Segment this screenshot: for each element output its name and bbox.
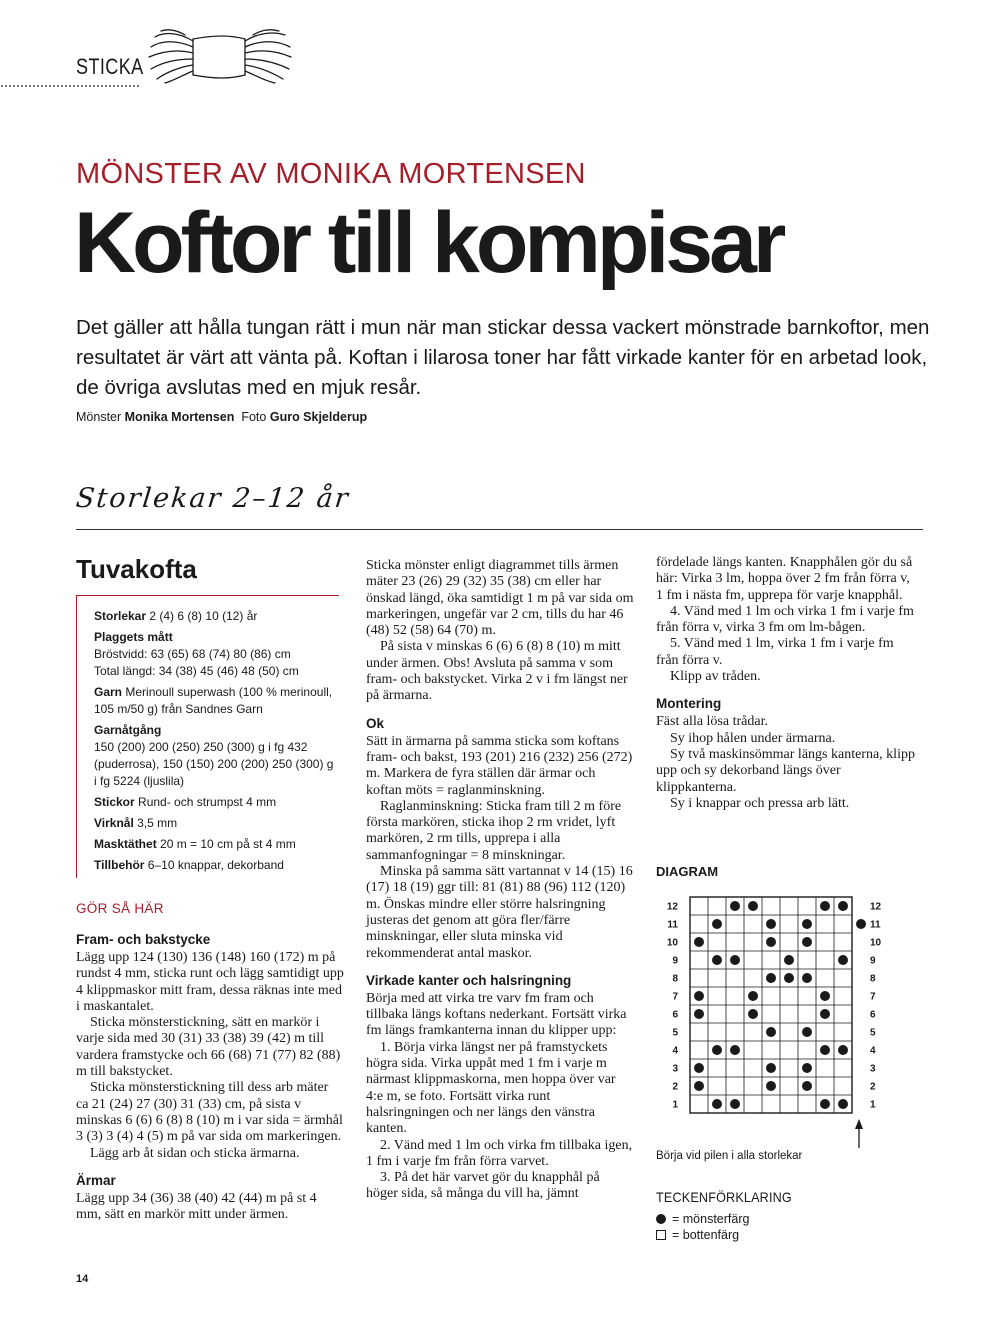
paragraph: 2. Vänd med 1 lm och virka fm tillbaka igen, 1 fm i varje fm från förra varvet. bbox=[366, 1137, 633, 1169]
chart-stitch-dot bbox=[820, 1099, 830, 1109]
chart-stitch-dot bbox=[766, 919, 776, 929]
chart-row-label-right: 11 bbox=[870, 919, 881, 931]
chart-stitch-dot bbox=[730, 1099, 740, 1109]
chart-stitch-dot bbox=[766, 1063, 776, 1073]
arrow-head-icon bbox=[855, 1119, 863, 1129]
credit-photo-label: Foto bbox=[241, 410, 267, 424]
paragraph: Fäst alla lösa trådar. bbox=[656, 714, 768, 730]
chart-stitch-dot bbox=[694, 1063, 704, 1073]
chart-stitch-dot bbox=[802, 937, 812, 947]
chart-row-label-right: 5 bbox=[870, 1027, 876, 1039]
chart-stitch-dot bbox=[730, 955, 740, 965]
fact-label: Stickor bbox=[94, 795, 135, 809]
chart-stitch-dot bbox=[730, 1045, 740, 1055]
chart-stitch-dot bbox=[748, 991, 758, 1001]
knitting-chart bbox=[650, 893, 900, 1148]
chart-stitch-dot bbox=[712, 919, 722, 929]
fact-item bbox=[94, 857, 339, 874]
chart-stitch-dot bbox=[694, 1081, 704, 1091]
chart-stitch-dot bbox=[802, 919, 812, 929]
section-subheading: Fram- och bakstycke bbox=[76, 932, 211, 947]
paragraph: Minska på samma sätt vartannat v 14 (15) 16 (17) 18 (19) ggr till: 81 (81) 88 (96) 112 (120) m. Önskas mindre eller större halsringning justeras det genom att göra fler/färre minskningar, eller sluta minska vid rekommenderat antal maskor. bbox=[366, 864, 633, 961]
chart-row-label-left: 11 bbox=[667, 919, 678, 931]
empty-square-icon bbox=[656, 1230, 666, 1240]
chart-stitch-dot bbox=[712, 1099, 722, 1109]
chart-stitch-dot bbox=[784, 973, 794, 983]
chart-row-label-left: 2 bbox=[672, 1081, 678, 1093]
fact-item bbox=[94, 794, 339, 811]
chart-stitch-dot bbox=[838, 1099, 848, 1109]
fact-label: Plaggets mått bbox=[94, 630, 173, 644]
section-subheading: Montering bbox=[656, 696, 722, 712]
chart-row-label-right: 9 bbox=[870, 955, 876, 967]
fact-value: Rund- och strumpst 4 mm bbox=[138, 795, 277, 809]
instructions-column-2 bbox=[366, 558, 634, 1203]
fact-item bbox=[94, 629, 339, 680]
chart-stitch-dot bbox=[694, 1009, 704, 1019]
credit-pattern-name: Monika Mortensen bbox=[124, 410, 235, 424]
chart-row-label-left: 4 bbox=[672, 1045, 678, 1057]
chart-stitch-dot bbox=[820, 1009, 830, 1019]
fact-value: 20 m = 10 cm på st 4 mm bbox=[160, 837, 296, 851]
legend-item-pattern bbox=[656, 1212, 749, 1226]
pattern-title: Tuvakofta bbox=[76, 554, 197, 584]
chart-stitch-dot bbox=[838, 955, 848, 965]
paragraph: 1. Börja virka längst ner på framstyckets högra sida. Virka uppåt med 1 fm i varje m närmast klippmaskorna, men hoppa över var 4:e m, se foto. Fortsätt virka runt halsringningen och ner längs den vänstra kanten. bbox=[366, 1039, 616, 1137]
article-kicker: MÖNSTER AV MONIKA MORTENSEN bbox=[76, 158, 586, 190]
chart-row-label-left: 9 bbox=[672, 955, 678, 967]
fact-line: 150 (200) 200 (250) 250 (300) g i fg 432 (puderrosa), 150 (150) 200 (200) 250 (300) g i fg 5224 (ljuslila) bbox=[94, 740, 334, 788]
chart-stitch-dot bbox=[784, 955, 794, 965]
chart-row-label-right: 2 bbox=[870, 1081, 876, 1093]
paragraph: Sy i knappar och pressa arb lätt. bbox=[670, 795, 850, 811]
chart-row-label-right: 4 bbox=[870, 1045, 876, 1057]
chart-row-label-left: 1 bbox=[672, 1099, 678, 1111]
chart-row-label-left: 12 bbox=[666, 901, 678, 913]
paragraph: Lägg upp 34 (36) 38 (40) 42 (44) m på st 4 mm, sätt en markör mitt under ärmen. bbox=[76, 1190, 317, 1223]
paragraph: Lägg arb åt sidan och sticka ärmarna. bbox=[90, 1145, 300, 1161]
diagram-caption: Börja vid pilen i alla storlekar bbox=[656, 1150, 803, 1162]
paragraph: 3. På det här varvet gör du knapphål på höger sida, så många du vill ha, jämnt bbox=[366, 1170, 600, 1202]
paragraph: 5. Vänd med 1 lm, virka 1 fm i varje fm från förra v. bbox=[656, 636, 894, 668]
credit-photo-name: Guro Skjelderup bbox=[269, 410, 368, 424]
credit-pattern-label: Mönster bbox=[76, 410, 122, 424]
chart-row-label-left: 10 bbox=[666, 937, 678, 949]
chart-stitch-dot bbox=[802, 1063, 812, 1073]
article-title: Koftor till kompisar bbox=[74, 195, 783, 291]
chart-row-label-right: 1 bbox=[870, 1099, 876, 1111]
legend-title: TECKENFÖRKLARING bbox=[656, 1189, 792, 1205]
paragraph: Raglanminskning: Sticka fram till 2 m före första markören, sticka ihop 2 rm vridet, lyft markören, 2 rm tills, upprepa i alla sammanfogningar = 8 minskningar. bbox=[366, 798, 622, 863]
fact-value: 3,5 mm bbox=[137, 816, 178, 830]
fact-item bbox=[94, 815, 339, 832]
chart-stitch-dot bbox=[766, 1081, 776, 1091]
fact-item bbox=[94, 684, 339, 718]
paragraph: 4. Vänd med 1 lm och virka 1 fm i varje fm från förra v, virka 3 fm om lm-bågen. bbox=[656, 603, 914, 636]
paragraph: På sista v minskas 6 (6) 6 (8) 8 (10) m mitt under ärmen. Obs! Avsluta på samma v som fram- och bakstycket. Virka 2 v i fm längst ner på ärmarna. bbox=[366, 639, 628, 704]
chart-stitch-dot bbox=[856, 919, 866, 929]
paragraph: Klipp av tråden. bbox=[670, 669, 761, 685]
fact-label: Garnåtgång bbox=[94, 723, 162, 737]
chart-stitch-dot bbox=[712, 955, 722, 965]
legend-item-background bbox=[656, 1228, 739, 1242]
chart-row-label-right: 12 bbox=[870, 901, 882, 913]
chart-stitch-dot bbox=[802, 973, 812, 983]
paragraph: fördelade längs kanten. Knapphålen gör du så här: Virka 3 lm, hoppa över 2 fm från förra v, 1 fm i nästa fm, upprepa för varje knapphål. bbox=[656, 555, 913, 603]
fact-label: Garn bbox=[94, 685, 123, 699]
filled-dot-icon bbox=[656, 1214, 666, 1224]
chart-stitch-dot bbox=[820, 991, 830, 1001]
fact-item bbox=[94, 836, 339, 853]
chart-row-label-left: 6 bbox=[672, 1009, 678, 1021]
page-number: 14 bbox=[76, 1273, 89, 1285]
chart-row-label-left: 8 bbox=[672, 973, 678, 985]
chart-row-label-right: 7 bbox=[870, 991, 876, 1003]
header-dotted-rule bbox=[0, 84, 141, 88]
facts-box bbox=[76, 595, 339, 878]
chart-stitch-dot bbox=[766, 973, 776, 983]
yarn-skein-icon bbox=[145, 25, 295, 85]
fact-item bbox=[94, 608, 339, 625]
paragraph: Börja med att virka tre varv fm fram och tillbaka längs koftans nederkant. Fortsätt virka fm längs framkanterna innan du klipper upp: bbox=[366, 990, 627, 1039]
section-subheading: Ok bbox=[366, 715, 385, 731]
paragraph: Lägg upp 124 (130) 136 (148) 160 (172) m på rundst 4 mm, sticka runt och lägg samtidigt upp 4 klippmaskor mitt fram, dessa räknas inte med i maskantalet. bbox=[76, 950, 344, 1014]
chart-row-label-left: 7 bbox=[672, 991, 678, 1003]
fact-line: Bröstvidd: 63 (65) 68 (74) 80 (86) cm bbox=[94, 647, 291, 661]
chart-stitch-dot bbox=[766, 1027, 776, 1037]
article-lead: Det gäller att hålla tungan rätt i mun när man stickar dessa vackert mönstrade barnkoftor, men resultatet är värt att vänta på. Koftan i lilarosa toner har fått virkade kanter för en arbetad look, de övriga avslutas med en mjuk resår. bbox=[76, 316, 930, 399]
chart-stitch-dot bbox=[748, 1009, 758, 1019]
section-rule bbox=[76, 529, 923, 530]
chart-stitch-dot bbox=[766, 937, 776, 947]
paragraph: Sy två maskinsömmar längs kanterna, klipp upp och sy dekorband längs över klippkanterna. bbox=[656, 746, 915, 795]
paragraph: Sticka mönsterstickning, sätt en markör i varje sida med 30 (31) 33 (38) 39 (42) m till vardera framstycke och 66 (68) 71 (77) 82 (88) m till bakstycket. bbox=[76, 1015, 341, 1080]
chart-stitch-dot bbox=[802, 1081, 812, 1091]
chart-stitch-dot bbox=[712, 1045, 722, 1055]
chart-row-label-right: 3 bbox=[870, 1063, 876, 1075]
instructions-column-3 bbox=[656, 555, 918, 812]
chart-stitch-dot bbox=[694, 991, 704, 1001]
paragraph: Sy ihop hålen under ärmarna. bbox=[670, 730, 836, 746]
section-subheading: Virkade kanter och halsringning bbox=[366, 972, 572, 988]
chart-stitch-dot bbox=[820, 901, 830, 911]
legend-text: = bottenfärg bbox=[672, 1228, 740, 1242]
sizes-heading: Storlekar 2–12 år bbox=[74, 483, 352, 514]
fact-value: 6–10 knappar, dekorband bbox=[147, 858, 284, 872]
fact-value: 2 (4) 6 (8) 10 (12) år bbox=[149, 609, 258, 623]
chart-row-label-left: 5 bbox=[672, 1027, 678, 1039]
fact-label: Virknål bbox=[94, 816, 134, 830]
chart-stitch-dot bbox=[802, 1027, 812, 1037]
fact-value: Merinoull superwash (100 % merinoull, 105 m/50 g) från Sandnes Garn bbox=[94, 685, 333, 716]
chart-row-label-left: 3 bbox=[672, 1063, 678, 1075]
fact-label: Storlekar bbox=[94, 609, 147, 623]
chart-stitch-dot bbox=[748, 901, 758, 911]
diagram-title: DIAGRAM bbox=[656, 864, 719, 879]
chart-row-label-right: 10 bbox=[870, 937, 882, 949]
chart-row-label-right: 8 bbox=[870, 973, 876, 985]
chart-row-label-right: 6 bbox=[870, 1009, 876, 1021]
chart-stitch-dot bbox=[838, 901, 848, 911]
chart-stitch-dot bbox=[820, 1045, 830, 1055]
chart-stitch-dot bbox=[838, 1045, 848, 1055]
instructions-column-1 bbox=[76, 931, 344, 1223]
chart-stitch-dot bbox=[730, 901, 740, 911]
fact-line: Total längd: 34 (38) 45 (46) 48 (50) cm bbox=[94, 664, 299, 678]
section-subheading: Ärmar bbox=[76, 1172, 116, 1188]
section-label: STICKA bbox=[76, 54, 144, 79]
fact-item bbox=[94, 722, 339, 790]
fact-label: Masktäthet bbox=[94, 837, 157, 851]
paragraph: Sticka mönsterstickning till dess arb mäter ca 21 (24) 27 (30) 31 (33) cm, på sista v minskas 6 (6) 6 (8) 8 (10) m i var sida = ärmhål 3 (3) 3 (4) 4 (5) m på var sida om markeringen. bbox=[76, 1080, 343, 1145]
fact-label: Tillbehör bbox=[94, 858, 145, 872]
paragraph: Sticka mönster enligt diagrammet tills ärmen mäter 23 (26) 29 (32) 35 (38) cm eller har önskad längd, öka samtidigt 1 m på var sida om markeringen, ungefär var 2 cm, tills du har 46 (48) 52 (58) 64 (70) m. bbox=[366, 558, 634, 639]
legend-text: = mönsterfärg bbox=[672, 1212, 750, 1226]
paragraph: Sätt in ärmarna på samma sticka som koftans fram- och bakst, 193 (201) 216 (232) 256 (272) m. Markera de fyra ställen där ärmar och koftan möts = raglanminskning. bbox=[366, 733, 633, 798]
chart-stitch-dot bbox=[694, 937, 704, 947]
article-credit bbox=[76, 410, 367, 424]
howto-heading: GÖR SÅ HÄR bbox=[76, 901, 164, 916]
